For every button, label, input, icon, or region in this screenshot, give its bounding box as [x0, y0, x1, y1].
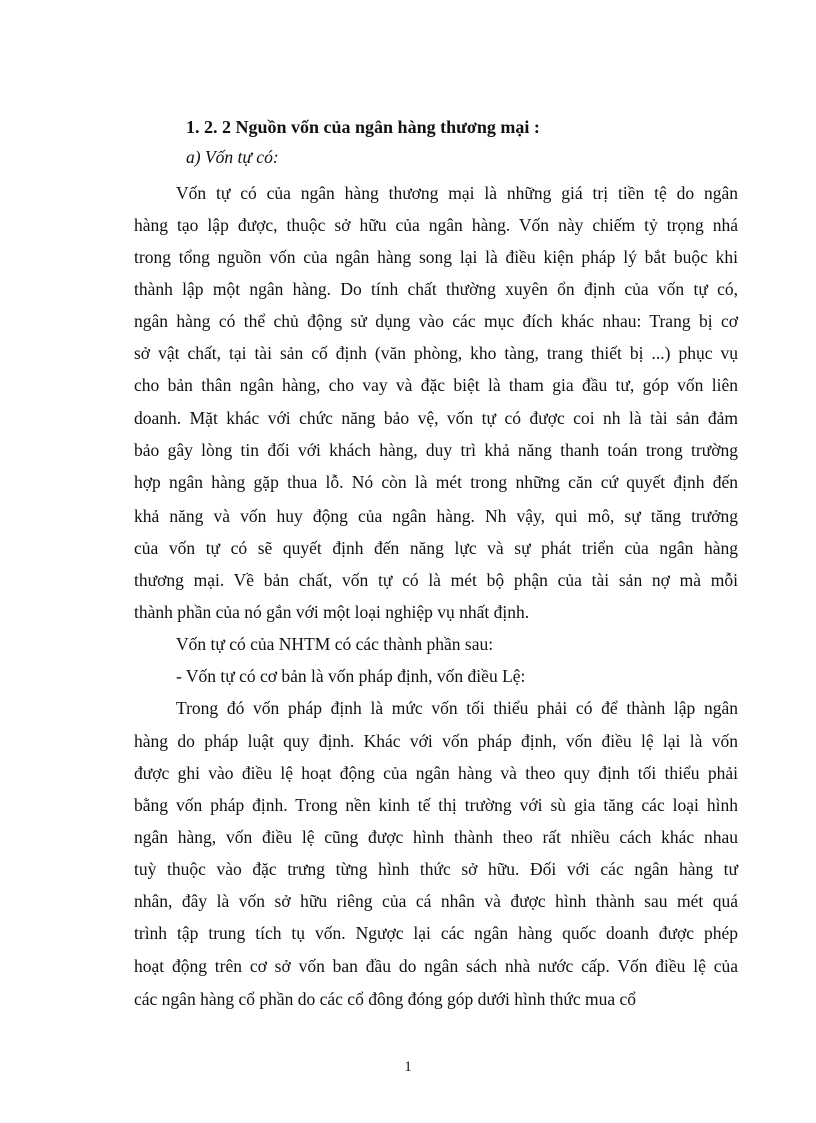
paragraph-line: sở vật chất, tại tài sản cố định (văn phòng, kho tàng, trang thiết bị ...) phục vụ: [134, 343, 738, 363]
paragraph-line: ngân hàng có thể chủ động sử dụng vào các mục đích khác nhau: Trang bị cơ: [134, 311, 738, 331]
paragraph-line: tuỳ thuộc vào đặc trưng từng hình thức sở hữu. Đối với các ngân hàng tư: [134, 859, 738, 879]
paragraph-line: hợp ngân hàng gặp thua lỗ. Nó còn là mét trong những căn cứ quyết định đến: [134, 472, 738, 492]
paragraph-line: bằng vốn pháp định. Trong nền kinh tế thị trường với sù gia tăng các loại hình: [134, 795, 738, 815]
paragraph-line: - Vốn tự có cơ bản là vốn pháp định, vốn điều Lệ:: [176, 666, 526, 686]
paragraph-line: thành phần của nó gắn với một loại nghiệp vụ nhất định.: [134, 602, 530, 622]
paragraph-line: Vốn tự có của ngân hàng thương mại là những giá trị tiền tệ do ngân: [176, 183, 738, 203]
section-heading: 1. 2. 2 Nguồn vốn của ngân hàng thương mại :: [186, 117, 540, 137]
paragraph-line: các ngân hàng cổ phần do các cổ đông đóng góp dưới hình thức mua cổ: [134, 989, 637, 1009]
paragraph-line: cho bản thân ngân hàng, cho vay và đặc biệt là tham gia đầu tư, góp vốn liên: [134, 375, 738, 395]
paragraph-line: khả năng và vốn huy động của ngân hàng. Nh vậy, qui mô, sự tăng trưởng: [134, 506, 738, 526]
paragraph-line: trong tổng nguồn vốn của ngân hàng song lại là điều kiện pháp lý bắt buộc khi: [134, 247, 738, 267]
paragraph-line: hàng tạo lập được, thuộc sở hữu của ngân hàng. Vốn này chiếm tỷ trọng nhá: [134, 215, 738, 235]
paragraph-line: Vốn tự có của NHTM có các thành phần sau:: [176, 634, 494, 654]
paragraph-line: hàng do pháp luật quy định. Khác với vốn pháp định, vốn điều lệ lại là vốn: [134, 731, 738, 751]
paragraph-line: được ghi vào điều lệ hoạt động của ngân hàng và theo quy định tối thiểu phải: [134, 763, 738, 783]
subsection-heading: a) Vốn tự có:: [186, 147, 279, 167]
paragraph-line: thành lập một ngân hàng. Do tính chất thường xuyên ổn định của vốn tự có,: [134, 279, 738, 299]
paragraph-line: doanh. Mặt khác với chức năng bảo vệ, vốn tự có được coi nh là tài sản đảm: [134, 408, 738, 428]
paragraph-line: thương mại. Về bản chất, vốn tự có là mét bộ phận của tài sản nợ mà mỗi: [134, 570, 738, 590]
page-number: 1: [404, 1059, 412, 1075]
paragraph-line: của vốn tự có sẽ quyết định đến năng lực và sự phát triển của ngân hàng: [134, 538, 738, 558]
paragraph-line: Trong đó vốn pháp định là mức vốn tối thiểu phải có để thành lập ngân: [176, 698, 738, 718]
paragraph-line: nhân, đây là vốn sở hữu riêng của cá nhân và được hình thành sau mét quá: [134, 891, 738, 911]
paragraph-line: hoạt động trên cơ sở vốn ban đầu do ngân sách nhà nước cấp. Vốn điều lệ của: [134, 956, 738, 976]
paragraph-line: bảo gây lòng tin đối với khách hàng, duy trì khả năng thanh toán trong trường: [134, 440, 738, 460]
paragraph-line: ngân hàng, vốn điều lệ cũng được hình thành theo rất nhiều cách khác nhau: [134, 827, 738, 847]
paragraph-line: trình tập trung tích tụ vốn. Ngược lại các ngân hàng quốc doanh được phép: [134, 923, 738, 943]
